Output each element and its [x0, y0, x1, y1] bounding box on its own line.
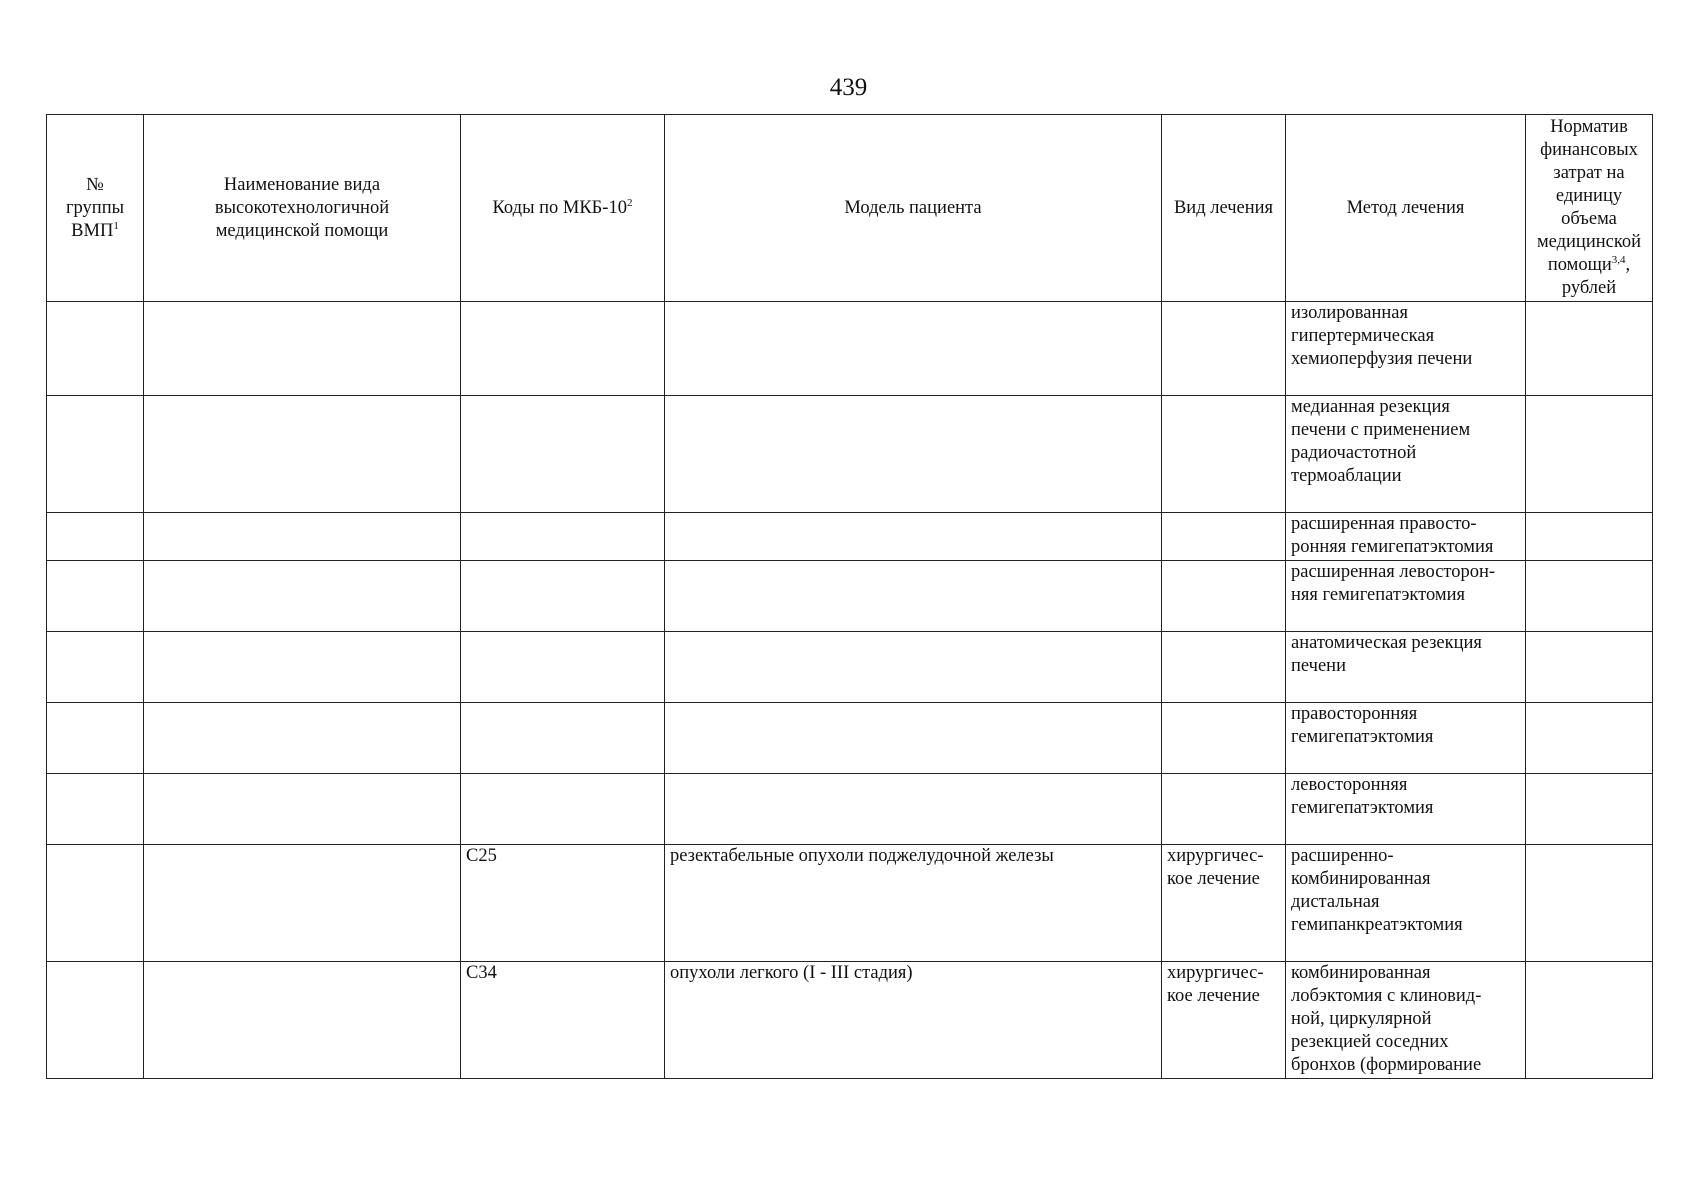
cell-method: левосторонняя гемигепатэктомия: [1286, 774, 1526, 845]
table-row: [47, 962, 1653, 1079]
cell-type: [1162, 513, 1286, 561]
services-table: [46, 114, 1653, 1079]
cell-group: [47, 396, 144, 513]
table-row: [47, 513, 1653, 561]
cell-code: [461, 703, 665, 774]
cell-type: хирургичес- кое лечение: [1162, 845, 1286, 962]
cell-type: [1162, 561, 1286, 632]
cell-norm: [1526, 845, 1653, 962]
cell-code: [461, 513, 665, 561]
cell-code: [461, 396, 665, 513]
cell-code: [461, 632, 665, 703]
cell-group: [47, 962, 144, 1079]
cell-model: [665, 561, 1162, 632]
cell-norm: [1526, 513, 1653, 561]
cell-norm: [1526, 302, 1653, 396]
cell-name: [144, 632, 461, 703]
cell-name: [144, 962, 461, 1079]
cell-method: расширенная левосторон- няя гемигепатэктомия: [1286, 561, 1526, 632]
cell-model: опухоли легкого (I - III стадия): [665, 962, 1162, 1079]
cell-model: [665, 632, 1162, 703]
header-codes: Коды по МКБ-$10^2$: [461, 115, 665, 302]
table-row: [47, 561, 1653, 632]
header-group-no: № группы ВМП$^1$: [47, 115, 144, 302]
cell-method: анатомическая резекция печени: [1286, 632, 1526, 703]
cell-group: [47, 774, 144, 845]
table-row: [47, 632, 1653, 703]
cell-type: [1162, 302, 1286, 396]
cell-model: [665, 513, 1162, 561]
cell-method: правосторонняя гемигепатэктомия: [1286, 703, 1526, 774]
header-name: Наименование вида высокотехнологичной медицинской помощи: [144, 115, 461, 302]
cell-model: [665, 396, 1162, 513]
cell-type: [1162, 632, 1286, 703]
cell-group: [47, 302, 144, 396]
cell-method: расширенно- комбинированная дистальная гемипанкреатэктомия: [1286, 845, 1526, 962]
cell-type: хирургичес- кое лечение: [1162, 962, 1286, 1079]
cell-code: [461, 561, 665, 632]
cell-name: [144, 513, 461, 561]
cell-norm: [1526, 774, 1653, 845]
cell-method: изолированная гипертермическая хемиоперфузия печени: [1286, 302, 1526, 396]
cell-name: [144, 774, 461, 845]
cell-norm: [1526, 703, 1653, 774]
table-row: [47, 396, 1653, 513]
table-row: [47, 703, 1653, 774]
cell-code: C25: [461, 845, 665, 962]
cell-model: [665, 302, 1162, 396]
cell-name: [144, 845, 461, 962]
header-norm: Норматив финансовых затрат на единицу объема медицинской помощи$^{3,4}$, рублей: [1526, 115, 1653, 302]
cell-group: [47, 513, 144, 561]
cell-name: [144, 561, 461, 632]
cell-group: [47, 632, 144, 703]
cell-code: C34: [461, 962, 665, 1079]
header-treatment-type: Вид лечения: [1162, 115, 1286, 302]
cell-name: [144, 396, 461, 513]
cell-code: [461, 774, 665, 845]
cell-method: комбинированная лобэктомия с клиновид- ной, циркулярной резекцией соседних бронхов (формирование: [1286, 962, 1526, 1079]
header-model: Модель пациента: [665, 115, 1162, 302]
cell-name: [144, 302, 461, 396]
cell-method: медианная резекция печени с применением радиочастотной термоаблации: [1286, 396, 1526, 513]
cell-norm: [1526, 962, 1653, 1079]
table-row: [47, 845, 1653, 962]
cell-model: [665, 703, 1162, 774]
page-number: 439: [829, 74, 868, 101]
table-header-row: [47, 115, 1653, 302]
header-method: Метод лечения: [1286, 115, 1526, 302]
cell-type: [1162, 703, 1286, 774]
cell-method: расширенная правосто- ронняя гемигепатэктомия: [1286, 513, 1526, 561]
cell-type: [1162, 396, 1286, 513]
cell-type: [1162, 774, 1286, 845]
cell-model: [665, 774, 1162, 845]
cell-name: [144, 703, 461, 774]
cell-group: [47, 845, 144, 962]
cell-norm: [1526, 561, 1653, 632]
cell-group: [47, 561, 144, 632]
cell-group: [47, 703, 144, 774]
table-row: [47, 774, 1653, 845]
cell-code: [461, 302, 665, 396]
cell-model: резектабельные опухоли поджелудочной железы: [665, 845, 1162, 962]
cell-norm: [1526, 396, 1653, 513]
cell-norm: [1526, 632, 1653, 703]
table-row: [47, 302, 1653, 396]
